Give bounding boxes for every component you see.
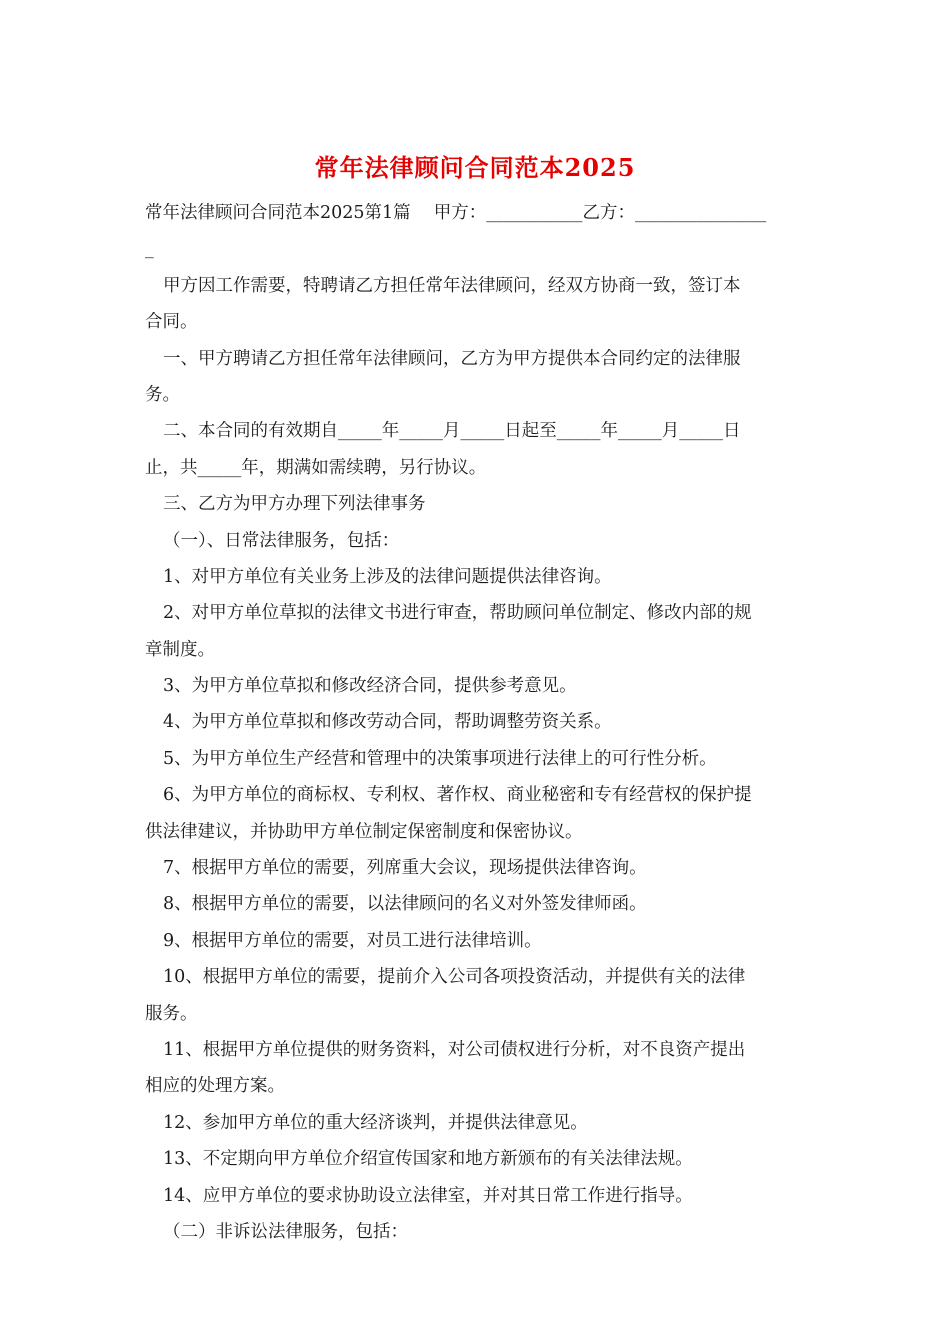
- subtitle-line-continuation: _: [145, 239, 154, 260]
- list-item: 10、根据甲方单位的需要，提前介入公司各项投资活动，并提供有关的法律: [163, 967, 746, 988]
- list-item: 14、应甲方单位的要求协助设立法律室，并对其日常工作进行指导。: [163, 1185, 693, 1206]
- paragraph-line: 合同。: [145, 312, 198, 333]
- list-item: 1、对甲方单位有关业务上涉及的法律问题提供法律咨询。: [163, 566, 612, 587]
- list-item: 11、根据甲方单位提供的财务资料，对公司债权进行分析，对不良资产提出: [163, 1039, 746, 1060]
- list-item: 8、根据甲方单位的需要，以法律顾问的名义对外签发律师函。: [163, 894, 647, 915]
- document-title: 常年法律顾问合同范本2025: [314, 153, 636, 182]
- list-item-continuation: 服务。: [145, 1003, 198, 1024]
- list-item: 5、为甲方单位生产经营和管理中的决策事项进行法律上的可行性分析。: [163, 748, 717, 769]
- list-item: 6、为甲方单位的商标权、专利权、著作权、商业秘密和专有经营权的保护提: [163, 785, 752, 806]
- clause-line: 二、本合同的有效期自_____年_____月_____日起至_____年_____月_____日: [163, 421, 741, 442]
- list-item-continuation: 相应的处理方案。: [145, 1076, 285, 1097]
- clause-line: 三、乙方为甲方办理下列法律事务: [163, 494, 426, 515]
- clause-line: 务。: [145, 384, 180, 405]
- list-item-continuation: 供法律建议，并协助甲方单位制定保密制度和保密协议。: [145, 821, 583, 842]
- list-item: 3、为甲方单位草拟和修改经济合同，提供参考意见。: [163, 676, 577, 697]
- section-heading: （一）、日常法律服务，包括：: [163, 530, 400, 551]
- subtitle-line: 常年法律顾问合同范本2025第1篇 甲方：___________乙方：_______________: [145, 203, 767, 223]
- clause-line: 止，共_____年，期满如需续聘，另行协议。: [145, 457, 487, 478]
- list-item: 2、对甲方单位草拟的法律文书进行审查，帮助顾问单位制定、修改内部的规: [163, 603, 752, 624]
- list-item-continuation: 章制度。: [145, 639, 215, 660]
- list-item: 12、参加甲方单位的重大经济谈判，并提供法律意见。: [163, 1112, 588, 1133]
- document-body: [145, 195, 807, 1250]
- clause-line: 一、甲方聘请乙方担任常年法律顾问，乙方为甲方提供本合同约定的法律服: [163, 348, 741, 369]
- list-item: 13、不定期向甲方单位介绍宣传国家和地方新颁布的有关法律法规。: [163, 1149, 693, 1170]
- list-item: 4、为甲方单位草拟和修改劳动合同，帮助调整劳资关系。: [163, 712, 612, 733]
- list-item: 7、根据甲方单位的需要，列席重大会议，现场提供法律咨询。: [163, 858, 647, 879]
- paragraph-line: 甲方因工作需要，特聘请乙方担任常年法律顾问，经双方协商一致，签订本: [163, 275, 741, 296]
- list-item: 9、根据甲方单位的需要，对员工进行法律培训。: [163, 930, 542, 951]
- section-heading: （二）非诉讼法律服务，包括：: [163, 1221, 408, 1242]
